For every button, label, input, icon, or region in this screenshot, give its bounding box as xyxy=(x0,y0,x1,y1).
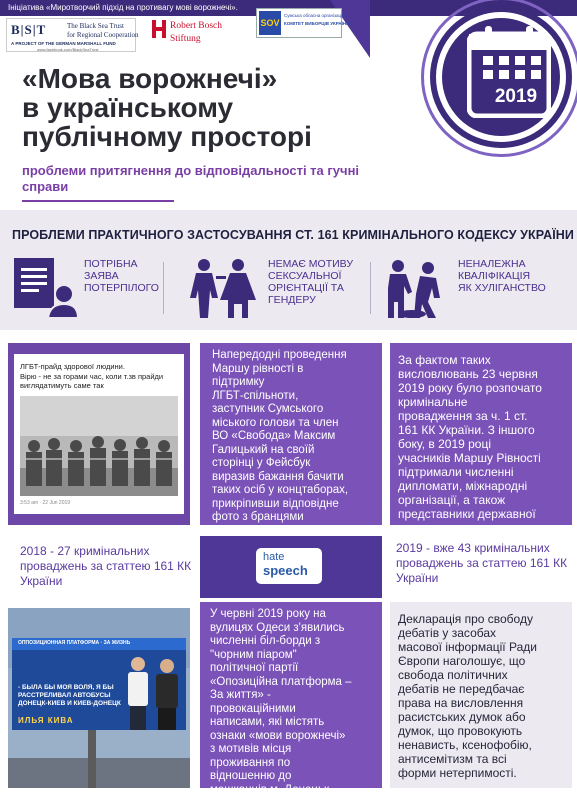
initiative-text: Ініціатива «Миротворчий підхід на противагу мові ворожнечі». xyxy=(8,3,238,12)
title-line: в українському xyxy=(22,92,234,123)
stat-2018 xyxy=(20,544,198,589)
text-line: численні біл-борди з xyxy=(210,635,321,647)
bst-logo xyxy=(6,18,139,52)
text-line: ознаки «мови ворожнечі» xyxy=(210,729,346,742)
problem-text-line: СЕКСУАЛЬНОЇ xyxy=(268,270,342,282)
text-line: права на висловлення xyxy=(398,696,524,710)
text-line: підтримали численні xyxy=(398,465,514,479)
text-line: організації, а також xyxy=(398,493,506,507)
text-line: Напередодні проведення xyxy=(212,349,347,361)
text-line: прикріпивши відповідне xyxy=(212,497,339,510)
tweet-text xyxy=(20,362,180,391)
text-line: ВО «Свобода» Максим xyxy=(212,430,336,442)
bst-name-line1: The Black Sea Trust xyxy=(67,22,124,30)
title-line: «Мова ворожнечі» xyxy=(22,63,278,94)
kvu-line1: Сумська обласна організація xyxy=(284,13,345,18)
text-line: За життя» - xyxy=(210,689,271,701)
couple-icon xyxy=(186,258,258,318)
kvu-mark: SOV xyxy=(259,11,281,35)
calendar-year: 2019 xyxy=(494,86,538,107)
text-line: Маршу рівності в xyxy=(212,362,304,375)
text-line: дебатів у засобах xyxy=(398,626,497,640)
text-line: мешканців м. Донецьк. xyxy=(210,783,333,796)
tweet-text-line: Вірю - не за горами час, коли т.зв прайди xyxy=(20,371,164,381)
text-line: підтримку xyxy=(212,376,265,388)
tweet-meta: 3:53 am · 22 Jun 2019 xyxy=(20,500,71,506)
stat-line: проваджень за статтею 161 КК xyxy=(396,556,568,570)
text-line: 2019 року було розпочато xyxy=(398,381,542,395)
divider xyxy=(163,262,164,314)
kvu-line2: КОМІТЕТ ВИБОРЦІВ УКРАЇНИ xyxy=(284,21,350,26)
billboard-slogan-line: РАССТРЕЛИВАЛ АВТОБУСЫ xyxy=(18,692,111,699)
text-line: виразив бажання бачити xyxy=(212,470,344,483)
billboard-pole xyxy=(88,730,96,788)
title-line: публічному просторі xyxy=(22,121,312,152)
text-line: У червні 2019 року на xyxy=(210,608,326,620)
text-line: відношенню до xyxy=(210,770,292,782)
text-line: влади. xyxy=(398,521,435,535)
text-line: висловлювань 23 червня xyxy=(398,367,538,381)
problem-text-line: ГЕНДЕРУ xyxy=(268,294,316,306)
problem-text-line: НЕНАЛЕЖНА xyxy=(458,258,526,270)
text-line: учасників Маршу Рівності xyxy=(398,451,541,465)
text-line: Європи наголошує, що xyxy=(398,654,526,668)
page-title xyxy=(22,64,422,151)
bst-url: www.facebook.com/BlackSeaTrust xyxy=(37,47,99,52)
text-line: фото з бранцями xyxy=(212,511,304,523)
text-line: ненависть, ксенофобію, xyxy=(398,738,532,752)
problem-text xyxy=(458,258,546,294)
billboard-slogan-line: ДОНЕЦК-КИЕВ И КИЕВ-ДОНЕЦК xyxy=(18,700,121,707)
problem-hooliganism xyxy=(382,258,572,318)
text-line: форми нетерпимості. xyxy=(398,766,517,780)
text-line: проживання по xyxy=(210,756,291,769)
text-line: думок, що провокують xyxy=(398,724,523,738)
case2-description xyxy=(200,602,382,796)
billboard-slogan-line: - БЫЛА БЫ МОЯ ВОЛЯ, Я БЫ xyxy=(18,684,114,691)
problems-heading: ПРОБЛЕМИ ПРАКТИЧНОГО ЗАСТОСУВАННЯ СТ. 161 КРИМІНАЛЬНОГО КОДЕКСУ УКРАЇНИ xyxy=(12,228,575,242)
problem-no-motive xyxy=(186,258,356,318)
problem-text-line: КВАЛІФІКАЦІЯ xyxy=(458,270,531,282)
billboard-name: ИЛЬЯ КИВА xyxy=(18,716,74,725)
tweet-screenshot xyxy=(14,354,184,514)
problem-text-line: ПОТРІБНА ЗАЯВА xyxy=(84,258,138,282)
text-line: "чорним піаром" xyxy=(210,648,297,661)
stat-line: України xyxy=(20,574,63,588)
text-line: дебатів не передбачає xyxy=(398,682,525,696)
document-person-icon xyxy=(12,258,78,318)
stat-line: 2019 - вже 43 кримінальних xyxy=(396,541,550,555)
text-line: масової інформації Ради xyxy=(398,640,537,654)
text-line: заступник Сумського xyxy=(212,403,324,415)
problem-text-line: ОРІЄНТАЦІЇ ТА xyxy=(268,282,344,294)
divider xyxy=(370,262,371,314)
text-line: політичної партії xyxy=(210,662,299,674)
text-line: антисемітизм та всі xyxy=(398,752,507,766)
text-line: концтабору. xyxy=(212,524,276,537)
problem-victim-statement xyxy=(12,258,162,318)
page-subtitle: проблеми притягнення до відповідальності та гучні справи xyxy=(22,163,360,194)
text-line: расистських думок або xyxy=(398,710,526,724)
problem-text-line: ПОТЕРПІЛОГО xyxy=(84,282,159,294)
text-line: провокаційними xyxy=(210,702,296,715)
stat-line: України xyxy=(396,571,439,585)
robert-bosch-name: Robert Bosch xyxy=(170,21,222,31)
subtitle-underline xyxy=(22,200,174,202)
text-line: дипломати, міжнародні xyxy=(398,479,528,493)
text-line: «Опозиційна платформа – xyxy=(210,675,352,688)
billboard-person-icon xyxy=(154,658,180,730)
robert-bosch-stiftung: Stiftung xyxy=(170,34,201,44)
camp-photo xyxy=(20,396,178,496)
billboard-ground xyxy=(8,758,190,788)
text-line: боку, в 2019 році xyxy=(398,437,492,451)
tweet-text-line: виглядатимуть саме так xyxy=(20,381,104,390)
robert-bosch-logo xyxy=(152,18,236,50)
bst-name-line2: for Regional Cooperation xyxy=(67,31,139,39)
billboard-photo xyxy=(8,608,190,788)
text-line: представники державної xyxy=(398,507,536,521)
text-line: сторінці у Фейсбук xyxy=(212,457,311,469)
text-line: За фактом таких xyxy=(398,353,491,367)
problem-text xyxy=(84,258,162,294)
hate-speech-logo-line1: hate xyxy=(263,551,285,563)
bst-mark: B|S|T xyxy=(11,22,47,37)
billboard-slogan xyxy=(18,684,138,708)
text-line: міського голови та член xyxy=(212,416,339,429)
text-line: Декларація про свободу xyxy=(398,612,533,626)
case1-followup xyxy=(390,343,572,535)
text-line: свобода політичних xyxy=(398,668,508,682)
billboard-party: ОППОЗИЦИОННАЯ ПЛАТФОРМА · ЗА ЖИЗНЬ xyxy=(18,640,131,646)
stat-line: проваджень за статтею 161 КК xyxy=(20,559,192,573)
text-line: 161 КК України. З іншого xyxy=(398,423,535,437)
text-line: таких осіб у концтаборах, xyxy=(212,484,349,496)
text-line: з мотивів місця xyxy=(210,743,292,755)
robert-bosch-mark-icon xyxy=(152,20,166,38)
text-line: ЛГБТ-спільноти, xyxy=(212,389,299,402)
stat-2019 xyxy=(396,541,574,586)
council-of-europe-declaration xyxy=(390,602,572,788)
problem-text xyxy=(268,258,353,306)
assault-icon xyxy=(382,258,448,318)
hate-speech-logo-line2: speech xyxy=(263,563,308,578)
tweet-text-line: ЛГБТ-прайд здорової людини. xyxy=(20,362,125,371)
problem-text-line: ЯК ХУЛІГАНСТВО xyxy=(458,282,546,294)
problem-text-line: НЕМАЄ МОТИВУ xyxy=(268,258,353,270)
text-line: вулицях Одеси з'явились xyxy=(210,621,345,634)
text-line: Галицький на своїй xyxy=(212,443,315,456)
kvu-logo xyxy=(256,8,350,38)
bst-gmf-text: A PROJECT OF THE GERMAN MARSHALL FUND xyxy=(11,41,116,46)
text-line: кримінальне xyxy=(398,395,468,409)
text-line: написами, які містять xyxy=(210,716,325,728)
billboard-person-icon xyxy=(126,656,150,730)
stat-line: 2018 - 27 кримінальних xyxy=(20,544,150,558)
case1-description xyxy=(200,343,382,537)
text-line: провадження за ч. 1 ст. xyxy=(398,409,528,423)
